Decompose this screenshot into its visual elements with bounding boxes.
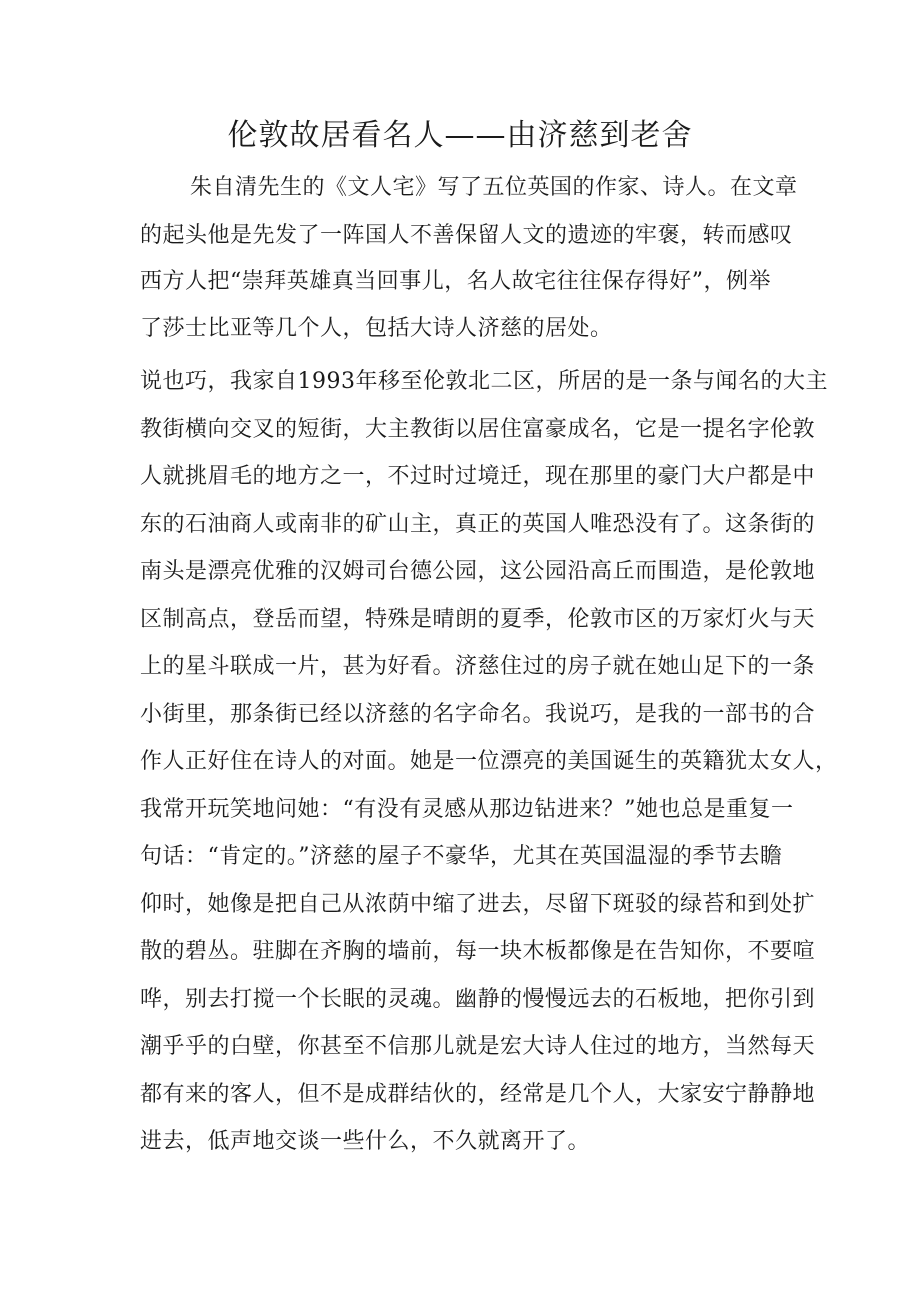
- body-line: 小街里，那条街已经以济慈的名字命名。我说巧，是我的一部书的合: [140, 702, 816, 727]
- body-line: 区制高点，登岳而望，特殊是晴朗的夏季，伦敦市区的万家灯火与天: [140, 607, 816, 632]
- body-line: 我常开玩笑地问她：“有没有灵感从那边钻进来？”她也总是重复一: [140, 797, 794, 822]
- body-line: 都有来的客人，但不是成群结伙的，经常是几个人，大家安宁静静地: [140, 1082, 816, 1107]
- intro-line: 西方人把“崇拜英雄真当回事儿，名人故宅往往保存得好”，例举: [140, 269, 771, 294]
- document-title: 伦敦故居看名人——由济慈到老舍: [227, 118, 693, 153]
- intro-line: 朱自清先生的《文人宅》写了五位英国的作家、诗人。在文章: [190, 175, 798, 200]
- body-line: 上的星斗联成一片，甚为好看。济慈住过的房子就在她山足下的一条: [140, 654, 816, 679]
- body-line: 句话：“肯定的。”济慈的屋子不豪华，尤其在英国温湿的季节去瞻: [140, 844, 783, 869]
- body-line: 作人正好住在诗人的对面。她是一位漂亮的美国诞生的英籍犹太女人，: [140, 749, 838, 774]
- body-line: 南头是漂亮优雅的汉姆司台德公园，这公园沿高丘而围造，是伦敦地: [140, 559, 816, 584]
- body-line: 进去，低声地交谈一些什么，不久就离开了。: [140, 1129, 591, 1154]
- body-line: 人就挑眉毛的地方之一，不过时过境迁，现在那里的豪门大户都是中: [140, 464, 816, 489]
- body-line: 东的石油商人或南非的矿山主，真正的英国人唯恐没有了。这条街的: [140, 512, 816, 537]
- body-line: 仰时，她像是把自己从浓荫中缩了进去，尽留下斑驳的绿苔和到处扩: [140, 892, 816, 917]
- body-line: 哗，别去打搅一个长眠的灵魂。幽静的慢慢远去的石板地，把你引到: [140, 987, 816, 1012]
- body-line: 教街横向交叉的短街，大主教街以居住富豪成名，它是一提名字伦敦: [140, 417, 816, 442]
- body-line: 散的碧丛。驻脚在齐胸的墙前，每一块木板都像是在告知你，不要喧: [140, 939, 816, 964]
- intro-line: 了莎士比亚等几个人，包括大诗人济慈的居处。: [140, 316, 613, 341]
- intro-line: 的起头他是先发了一阵国人不善保留人文的遗迹的牢褒，转而感叹: [140, 223, 793, 248]
- body-line: 说也巧，我家自1993年移至伦敦北二区，所居的是一条与闻名的大主: [140, 369, 828, 394]
- body-line: 潮乎乎的白壁，你甚至不信那儿就是宏大诗人住过的地方，当然每天: [140, 1034, 816, 1059]
